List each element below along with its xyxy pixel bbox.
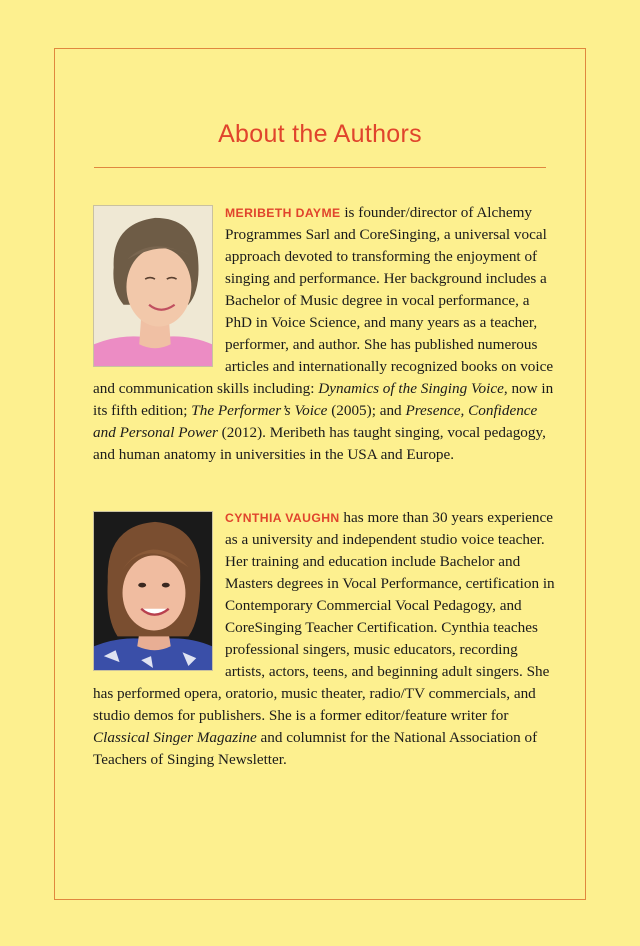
page-border-frame [54,48,586,900]
author-bio-meribeth-dayme: MERIBETH DAYME is founder/director of Alchemy Programmes Sarl and CoreSinging, a universal vocal approach devoted to transforming the enjoyment of singing and performance. Her background includes a Bachelor of Music degree in vocal performance, a PhD in Voice Science, and many years as a teacher, performer, and author. She has published numerous articles and internationally recognized books on voice and communication skills including: Dynamics of the Singing Voice, now in its fifth edition; The Performer’s Voice (2005); and Presence, Confidence and Personal Power (2012). Meribeth has taught singing, vocal pedagogy, and human anatomy in universities in the USA and Europe. [93,204,554,463]
author-name-cynthia-vaughn: CYNTHIA VAUGHN [225,511,340,525]
author-photo-cynthia-vaughn [93,511,213,671]
author-bio-cynthia-vaughn: CYNTHIA VAUGHN has more than 30 years experience as a university and independent studio voice teacher. Her training and education include Bachelor and Masters degrees in Vocal Performance, certification in Contemporary Commercial Vocal Pedagogy, and CoreSinging Teacher Certification. Cynthia teaches professional singers, music educators, recording artists, actors, teens, and beginning adult singers. She has performed opera, oratorio, music theater, radio/TV commercials, and studio demos for publishers. She is a former editor/feature writer for Classical Singer Magazine and columnist for the National Association of Teachers of Singing Newsletter. [93,509,555,768]
author-name-meribeth-dayme: MERIBETH DAYME [225,206,341,220]
title-divider [94,167,546,168]
author-photo-meribeth-dayme [93,205,213,367]
book-title-presence: Presence, Confidence and Personal Power [93,402,538,441]
book-title-performers-voice: The Performer’s Voice [191,402,328,419]
publication-title-classical-singer: Classical Singer Magazine [93,729,257,746]
page-title: About the Authors [218,120,422,148]
book-title-dynamics: Dynamics of the Singing Voice [318,380,504,397]
